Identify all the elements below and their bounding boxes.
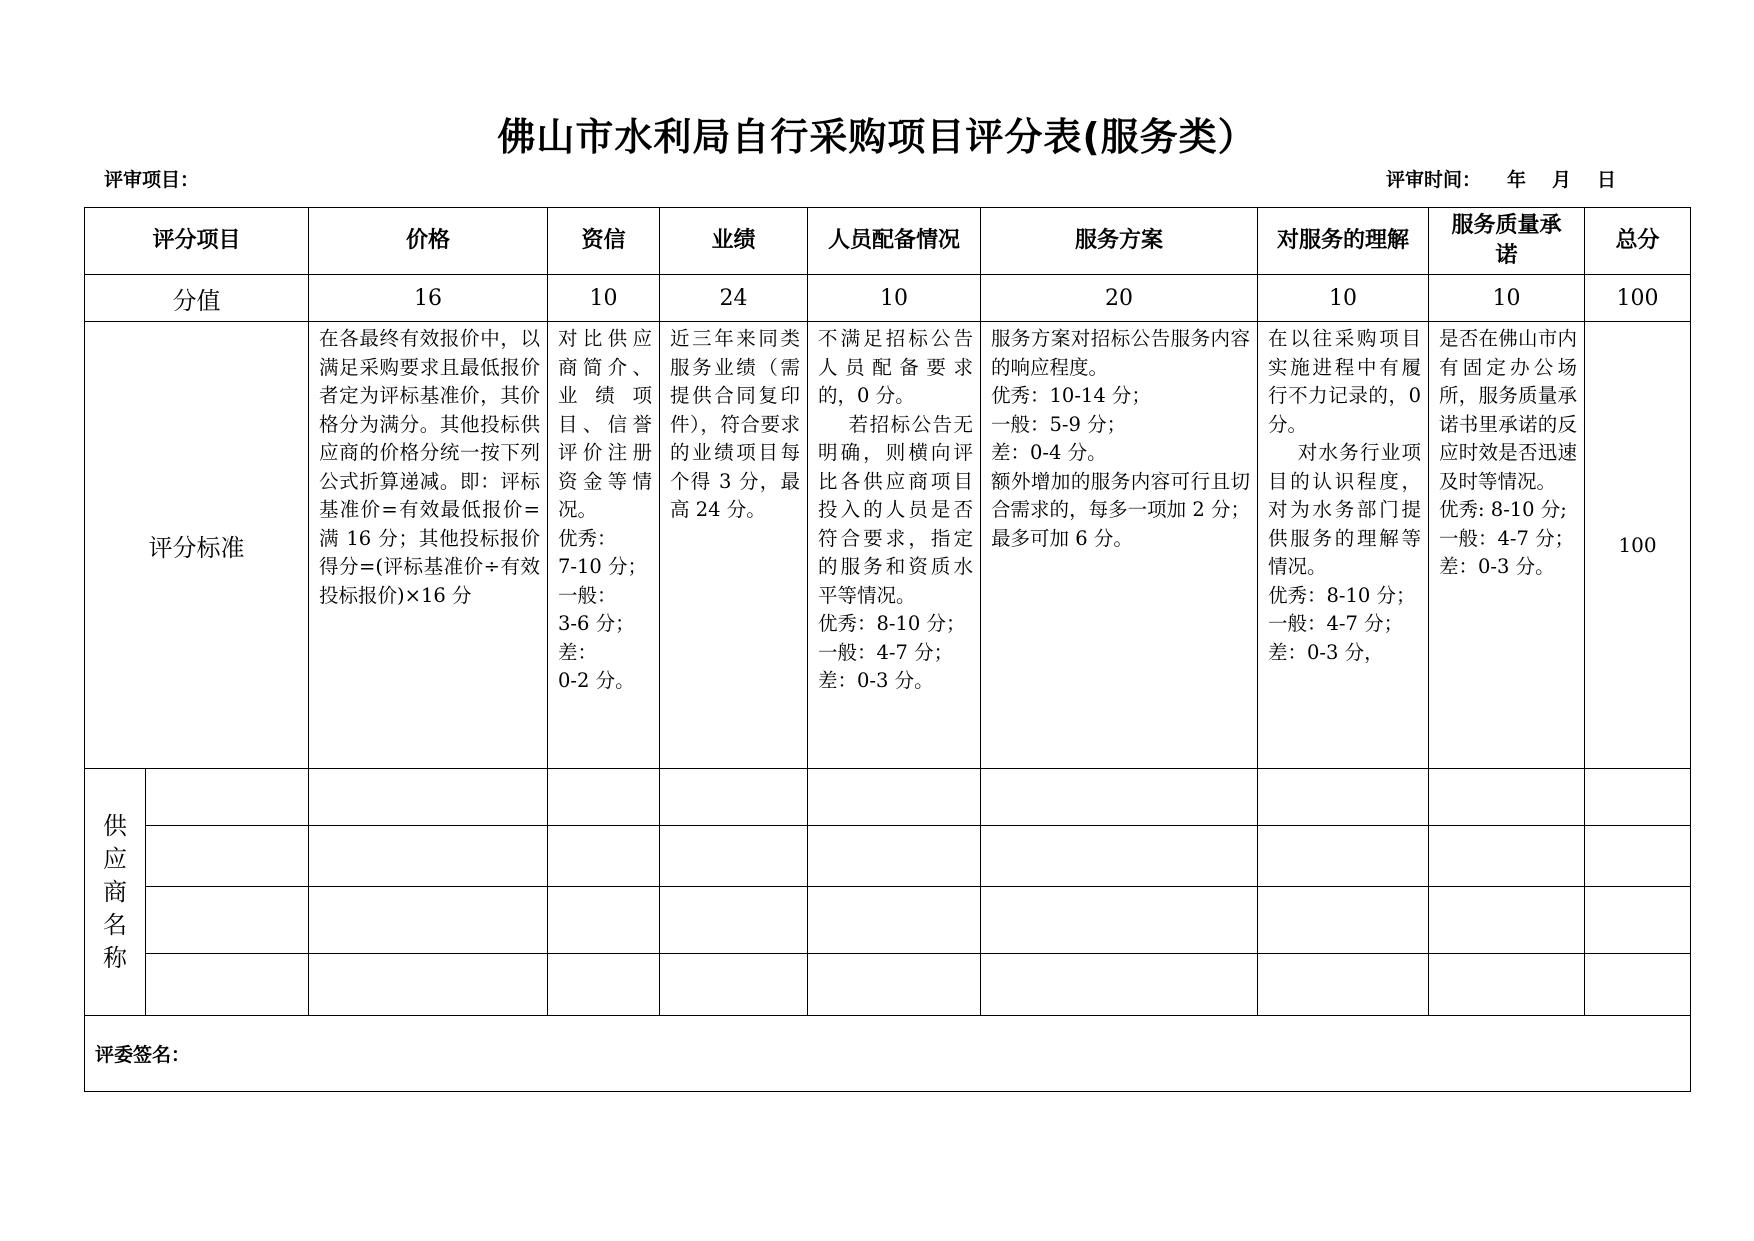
- supplier-score-cell[interactable]: [309, 769, 548, 826]
- supplier-name-cell[interactable]: [146, 826, 309, 887]
- supplier-row: [85, 769, 1691, 826]
- supplier-score-cell[interactable]: [1429, 769, 1585, 826]
- supplier-row: [85, 826, 1691, 887]
- header-total: 总分: [1585, 208, 1691, 275]
- score-total: 100: [1585, 275, 1691, 322]
- supplier-score-cell[interactable]: [548, 826, 660, 887]
- signature-row: [85, 1016, 1691, 1092]
- criteria-understanding: 在以往采购项目实施进程中有履行不力记录的，0 分。 对水务行业项目的认识程度，对为水务部门提供服务的理解等情况。 优秀：8-10 分； 一般：4-7 分； 差：0-3 分，: [1258, 322, 1429, 769]
- supplier-score-cell[interactable]: [808, 954, 981, 1016]
- header-performance: 业绩: [660, 208, 808, 275]
- supplier-score-cell[interactable]: [1429, 826, 1585, 887]
- score-label: 分值: [85, 275, 309, 322]
- supplier-score-cell[interactable]: [548, 887, 660, 954]
- supplier-score-cell[interactable]: [981, 887, 1258, 954]
- criteria-credit: 对比供应商简介、业绩项目、信誉评价注册资金等情况。 优秀： 7-10 分； 一般： 3-6 分； 差： 0-2 分。: [548, 322, 660, 769]
- review-year: 年: [1507, 169, 1527, 191]
- supplier-score-cell[interactable]: [1585, 769, 1691, 826]
- supplier-label-char: 名: [103, 910, 127, 939]
- criteria-plan: 服务方案对招标公告服务内容的响应程度。 优秀：10-14 分； 一般：5-9 分； 差：0-4 分。 额外增加的服务内容可行且切合需求的，每多一项加 2 分；最多可加 6 分。: [981, 322, 1258, 769]
- supplier-score-cell[interactable]: [808, 887, 981, 954]
- supplier-score-cell[interactable]: [548, 954, 660, 1016]
- supplier-score-cell[interactable]: [1585, 887, 1691, 954]
- judge-signature-label: 评委签名：: [85, 1016, 1691, 1092]
- criteria-performance: 近三年来同类服务业绩（需提供合同复印件），符合要求的业绩项目每个得 3 分，最高 24 分。: [660, 322, 808, 769]
- supplier-score-cell[interactable]: [660, 826, 808, 887]
- header-scoring-item: 评分项目: [85, 208, 309, 275]
- supplier-score-cell[interactable]: [309, 954, 548, 1016]
- score-understanding: 10: [1258, 275, 1429, 322]
- supplier-score-cell[interactable]: [1585, 826, 1691, 887]
- score-price: 16: [309, 275, 548, 322]
- supplier-name-label: [85, 769, 146, 1016]
- score-credit: 10: [548, 275, 660, 322]
- criteria-row: [85, 322, 1691, 769]
- supplier-score-cell[interactable]: [660, 769, 808, 826]
- supplier-score-cell[interactable]: [309, 826, 548, 887]
- supplier-score-cell[interactable]: [1258, 769, 1429, 826]
- criteria-price: 在各最终有效报价中，以满足采购要求且最低报价者定为评标基准价，其价格分为满分。其他投标供应商的价格分统一按下列公式折算递减。即：评标基准价=有效最低报价=满 16 分；其他投标报价得分=(评标基准价÷有效投标报价)×16 分: [309, 322, 548, 769]
- review-project-label: 评审项目：: [104, 169, 200, 191]
- supplier-name-cell[interactable]: [146, 769, 309, 826]
- header-row: [85, 208, 1691, 275]
- supplier-name-cell[interactable]: [146, 887, 309, 954]
- header-credit: 资信: [548, 208, 660, 275]
- review-time-label: 评审时间：: [1386, 169, 1482, 191]
- criteria-total: 100: [1585, 322, 1691, 769]
- review-month: 月: [1552, 169, 1572, 191]
- supplier-name-cell[interactable]: [146, 954, 309, 1016]
- page-title: 佛山市水利局自行采购项目评分表(服务类）: [497, 115, 1257, 159]
- supplier-label-char: 应: [103, 844, 127, 873]
- supplier-score-cell[interactable]: [808, 826, 981, 887]
- supplier-score-cell[interactable]: [1429, 887, 1585, 954]
- supplier-score-cell[interactable]: [309, 887, 548, 954]
- supplier-score-cell[interactable]: [1258, 887, 1429, 954]
- scoring-table: [84, 207, 1691, 1092]
- score-row: [85, 275, 1691, 322]
- header-understanding: 对服务的理解: [1258, 208, 1429, 275]
- score-quality: 10: [1429, 275, 1585, 322]
- header-quality: 服务质量承诺: [1429, 208, 1585, 275]
- supplier-score-cell[interactable]: [1585, 954, 1691, 1016]
- supplier-score-cell[interactable]: [808, 769, 981, 826]
- supplier-score-cell[interactable]: [981, 954, 1258, 1016]
- supplier-score-cell[interactable]: [1429, 954, 1585, 1016]
- supplier-score-cell[interactable]: [1258, 954, 1429, 1016]
- supplier-score-cell[interactable]: [548, 769, 660, 826]
- criteria-quality: 是否在佛山市内有固定办公场所，服务质量承诺书里承诺的反应时效是否迅速及时等情况。 优秀: 8-10 分; 一般：4-7 分； 差：0-3 分。: [1429, 322, 1585, 769]
- supplier-score-cell[interactable]: [1258, 826, 1429, 887]
- supplier-score-cell[interactable]: [981, 826, 1258, 887]
- header-service-plan: 服务方案: [981, 208, 1258, 275]
- score-plan: 20: [981, 275, 1258, 322]
- score-staffing: 10: [808, 275, 981, 322]
- supplier-label-char: 供: [103, 811, 127, 840]
- review-time: [1386, 165, 1616, 192]
- supplier-row: [85, 954, 1691, 1016]
- supplier-score-cell[interactable]: [660, 954, 808, 1016]
- supplier-label-char: 称: [103, 943, 127, 972]
- supplier-row: [85, 887, 1691, 954]
- criteria-label: 评分标准: [85, 322, 309, 769]
- supplier-score-cell[interactable]: [981, 769, 1258, 826]
- header-price: 价格: [309, 208, 548, 275]
- header-staffing: 人员配备情况: [808, 208, 981, 275]
- review-day: 日: [1597, 169, 1617, 191]
- criteria-staffing: 不满足招标公告人员配备要求的，0 分。 若招标公告无明确，则横向评比各供应商项目投入的人员是否符合要求，指定的服务和资质水平等情况。 优秀：8-10 分； 一般：4-7 分； 差：0-3 分。: [808, 322, 981, 769]
- score-performance: 24: [660, 275, 808, 322]
- supplier-label-char: 商: [103, 877, 127, 906]
- supplier-score-cell[interactable]: [660, 887, 808, 954]
